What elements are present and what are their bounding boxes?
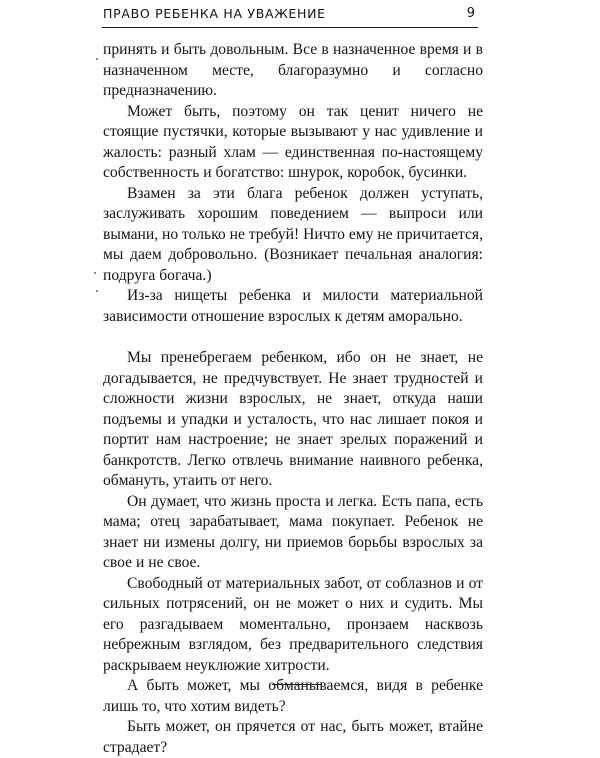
scan-speck	[96, 290, 98, 292]
scan-speck	[94, 272, 96, 274]
running-title: ПРАВО РЕБЕНКА НА УВАЖЕНИЕ	[103, 6, 326, 21]
paragraph: Быть может, он прячется от нас, быть может, втайне страдает?	[103, 718, 483, 756]
paragraph: принять и быть довольным. Все в назначенное время и в назначенном месте, благоразумно и согласно предназначению.	[103, 41, 483, 99]
paragraph: Может быть, поэтому он так ценит ничего не стоящие пустячки, которые вызывают у нас удивление и жалость: разный хлам — единственная по-настоящему собственность и богатство: шнурок, коробок, бусинки.	[103, 102, 483, 181]
page-number: 9	[466, 6, 475, 21]
section-end-rule	[272, 684, 322, 685]
paragraph: Свободный от материальных забот, от соблазнов и от сильных потрясений, он не может о них и судить. Мы его разгадываем моментально, пронзаем насквозь небрежным взглядом, без предварительного следствия раскрываем неуклюжие хитрости.	[103, 574, 483, 674]
scan-speck	[96, 58, 98, 60]
paragraph: Он думает, что жизнь проста и легка. Есть папа, есть мама; отец зарабатывает, мама покупает. Ребенок не знает ни измены долгу, ни приемов борьбы взрослых за свое и не свое.	[103, 492, 483, 571]
paragraph: А быть может, мы обманываемся, видя в ребенке лишь то, что хотим видеть?	[103, 677, 483, 715]
paragraph: Мы пренебрегаем ребенком, ибо он не знает, не догадывается, не предчувствует. Не знает трудностей и сложности жизни взрослых, не знает, откуда наши подъемы и упадки и усталость, что нас лишает покоя и портит нам настроение; не знает зрелых поражений и банкротств. Легко отвлечь внимание наивного ребенка, обмануть, утаить от него.	[103, 349, 483, 489]
header-rule	[102, 27, 478, 28]
body-text	[103, 40, 483, 758]
page-header	[103, 6, 475, 28]
paragraph: Взамен за эти блага ребенок должен уступать, заслуживать хорошим поведением — выпроси или вымани, но только не требуй! Ничто ему не причитается, мы даем добровольно. (Возникает печальная аналогия: подруга богача.)	[103, 184, 484, 284]
paragraph: Из-за нищеты ребенка и милости материальной зависимости отношение взрослых к детям аморально.	[103, 287, 483, 325]
